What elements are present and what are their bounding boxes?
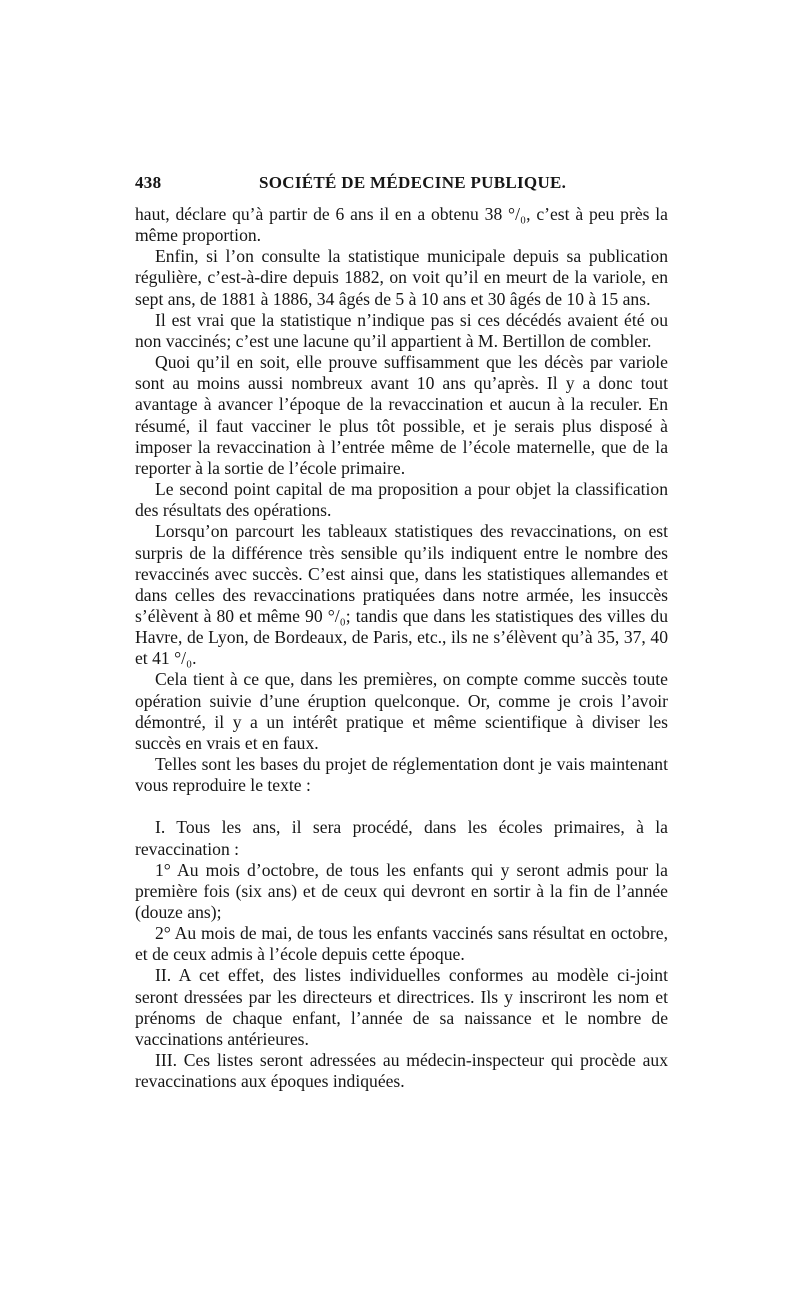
article-item: II. A cet effet, des listes individuelles conformes au modèle ci-joint seront dressées par les directeurs et directrices. Ils y inscriront les nom et prénoms de chaque enfant, l’année de sa naissance et le nombre de vaccinations antérieures. xyxy=(135,965,668,1049)
article-item: 2° Au mois de mai, de tous les enfants vaccinés sans résultat en octobre, et de ceux admis à l’école depuis cette époque. xyxy=(135,923,668,965)
paragraph: Lorsqu’on parcourt les tableaux statistiques des revaccinations, on est surpris de la différence très sensible qu’ils indiquent entre le nombre des revaccinés avec succès. C’est ainsi que, dans les statistiques allemandes et dans celles des revaccinations pratiquées dans notre armée, les insuccès s’élèvent à 80 et même 90 °/₀; tandis que dans les statistiques des villes du Havre, de Lyon, de Bordeaux, de Paris, etc., ils ne s’élèvent qu’à 35, 37, 40 et 41 °/₀. xyxy=(135,521,668,669)
paragraph: Telles sont les bases du projet de réglementation dont je vais maintenant vous reproduire le texte : xyxy=(135,754,668,796)
article-item: I. Tous les ans, il sera procédé, dans les écoles primaires, à la revaccination : xyxy=(135,817,668,859)
article-item: III. Ces listes seront adressées au médecin-inspecteur qui procède aux revaccinations aux époques indiquées. xyxy=(135,1050,668,1092)
paragraph: Quoi qu’il en soit, elle prouve suffisamment que les décès par variole sont au moins aussi nombreux avant 10 ans qu’après. Il y a donc tout avantage à avancer l’époque de la revaccination et aucun à la reculer. En résumé, il faut vacciner le plus tôt possible, et je serais plus disposé à imposer la revaccination à l’entrée même de l’école maternelle, que de la reporter à la sortie de l’école primaire. xyxy=(135,352,668,478)
body-text xyxy=(135,204,668,1092)
regulation-articles xyxy=(135,817,668,1092)
running-title: SOCIÉTÉ DE MÉDECINE PUBLIQUE. xyxy=(259,173,567,192)
paragraph: Le second point capital de ma proposition a pour objet la classification des résultats des opérations. xyxy=(135,479,668,521)
paragraph-continuation: haut, déclare qu’à partir de 6 ans il en a obtenu 38 °/₀, c’est à peu près la même proportion. xyxy=(135,204,668,246)
page-number: 438 xyxy=(135,173,162,192)
paragraph: Enfin, si l’on consulte la statistique municipale depuis sa publication régulière, c’est-à-dire depuis 1882, on voit qu’il en meurt de la variole, en sept ans, de 1881 à 1886, 34 âgés de 5 à 10 ans et 30 âgés de 10 à 15 ans. xyxy=(135,246,668,309)
article-item: 1° Au mois d’octobre, de tous les enfants qui y seront admis pour la première fois (six ans) et de ceux qui devront en sortir à la fin de l’année (douze ans); xyxy=(135,859,668,922)
page-header xyxy=(135,173,668,197)
paragraph: Cela tient à ce que, dans les premières, on compte comme succès toute opération suivie d’une éruption quelconque. Or, comme je crois l’avoir démontré, il y a un intérêt pratique et même scientifique à diviser les succès en vrais et en faux. xyxy=(135,669,668,753)
paragraph: Il est vrai que la statistique n’indique pas si ces décédés avaient été ou non vaccinés; c’est une lacune qu’il appartient à M. Bertillon de combler. xyxy=(135,309,668,351)
